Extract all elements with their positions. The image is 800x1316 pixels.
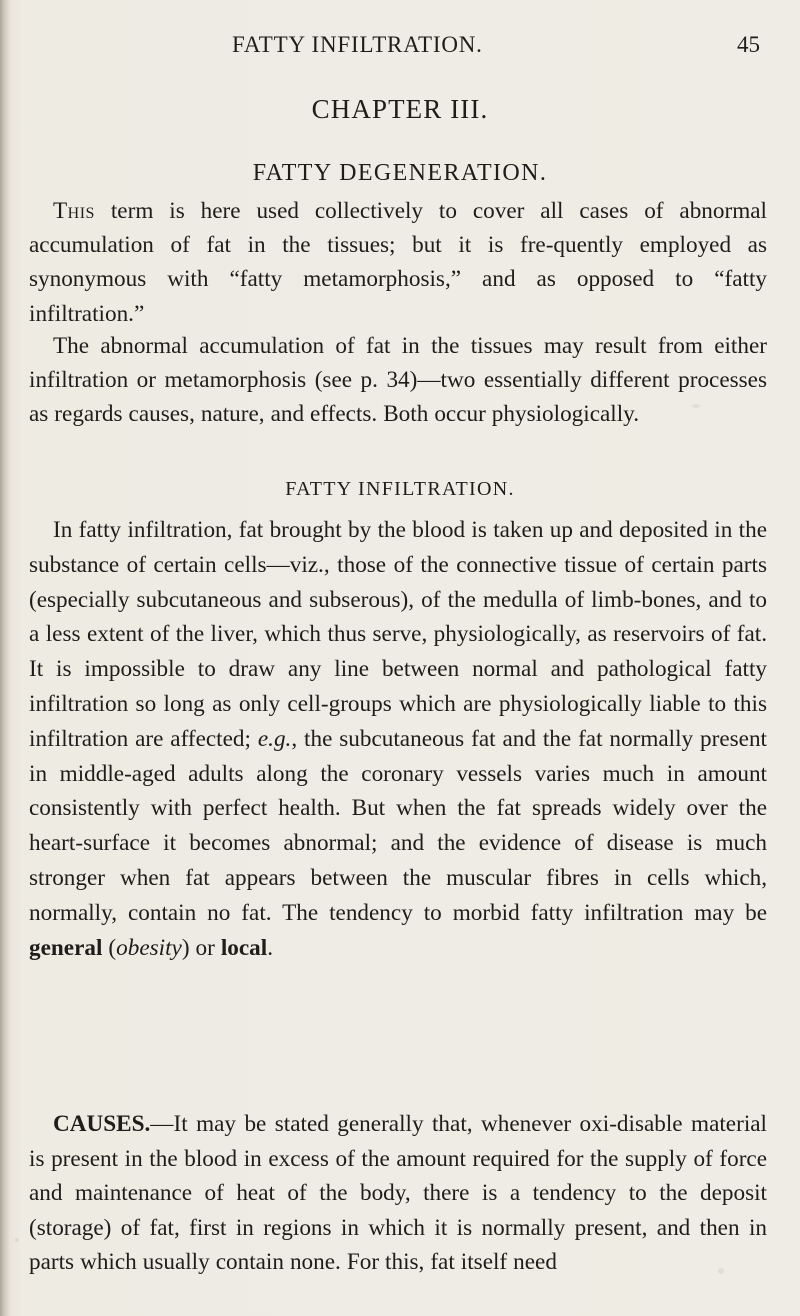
fatty-infiltration-paragraph	[29, 513, 767, 965]
page-binding-shadow	[0, 0, 10, 1316]
paragraph-text-b: , the subcutaneous fat and the fat normally present in middle-aged adults along the coronary vessels varies much in amount consistently with perfect health. But when the fat spreads widely over the heart-surface it becomes abnormal; and the evidence of disease is much stronger when fat appears between the muscular fibres in cells which, normally, contain no fat. The tendency to morbid fatty infiltration may be	[29, 725, 768, 926]
causes-paragraph	[29, 1107, 767, 1280]
intro-lead-word: This	[53, 198, 95, 224]
paper-speckle	[15, 1238, 19, 1242]
paragraph-text-d: ) or	[181, 934, 221, 961]
running-header	[0, 20, 800, 60]
paragraph-text-a: In fatty infiltration, fat brought by the blood is taken up and deposited in the substance of certain cells—viz., those of the connective tissue of certain parts (especially subcutaneous and subserous), of the medulla of limb-bones, and to a less extent of the liver, which thus serve, physiologically, as reservoirs of fat. It is impossible to draw any line between normal and pathological fatty infiltration so long as only cell-groups which are physiologically liable to this infiltration are affected;	[29, 517, 767, 752]
causes-lead: CAUSES.	[53, 1111, 151, 1137]
causes-paragraph-text: —It may be stated generally that, whenever oxi-disable material is present in the blood in excess of the amount required for the supply of force and maintenance of heat of the body, there is a tendency to the deposit (storage) of fat, first in regions in which it is normally present, and then in parts which usually contain none. For this, fat itself need	[29, 1111, 767, 1276]
chapter-label: CHAPTER III.	[311, 94, 489, 124]
bold-general: general	[29, 934, 103, 961]
intro-paragraph-2-text: The abnormal accumulation of fat in the tissues may result from either infiltration or metamorphosis (see p. 34)—two essentially different processes as regards causes, nature, and effects. Both occur physiologically.	[29, 333, 767, 428]
italic-eg: e.g.	[257, 725, 292, 752]
chapter-title: FATTY DEGENERATION.	[252, 160, 548, 186]
italic-obesity: obesity	[116, 934, 182, 961]
intro-paragraph-1	[29, 194, 767, 331]
intro-paragraph-2	[29, 329, 767, 432]
paragraph-text-c: (	[102, 934, 117, 961]
paragraph-text-e: .	[267, 934, 274, 961]
bold-local: local	[220, 934, 268, 961]
section-heading: FATTY INFILTRATION.	[285, 478, 515, 500]
intro-paragraph-1-text: term is here used collectively to cover all cases of abnormal accumulation of fat in the tissues; but it is fre-quently employed as synonymous with “fatty metamorphosis,” and as opposed to “fatty infiltration.”	[29, 198, 767, 327]
running-title: FATTY INFILTRATION.	[232, 32, 483, 57]
page-number: 45	[737, 32, 760, 57]
